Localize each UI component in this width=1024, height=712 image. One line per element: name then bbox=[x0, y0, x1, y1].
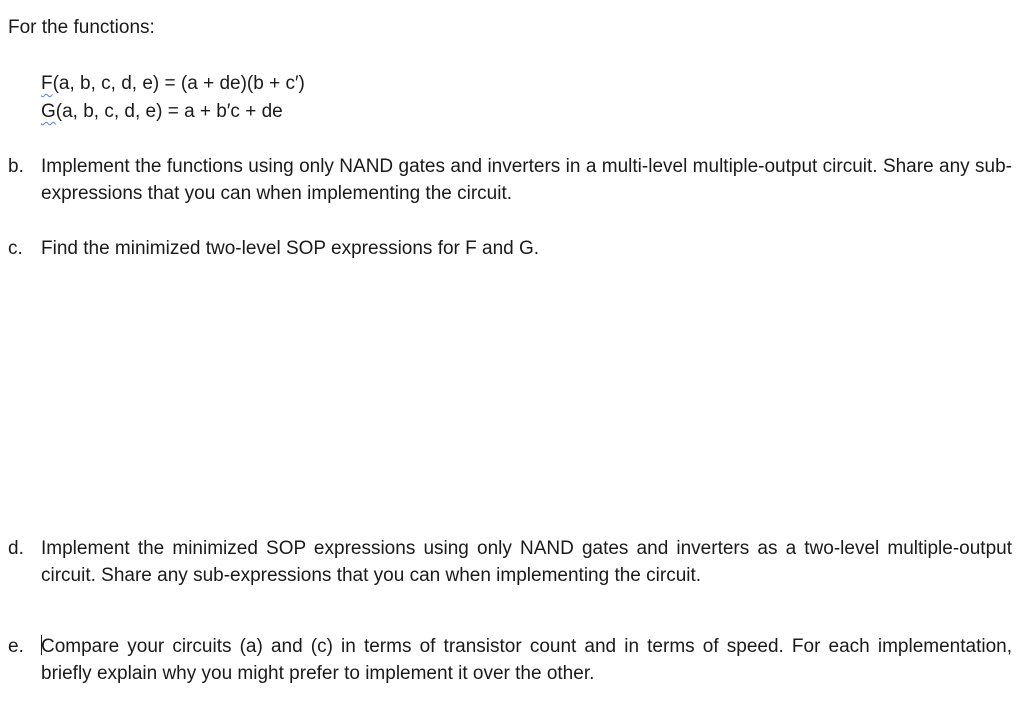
question-b-marker: b. bbox=[8, 156, 24, 177]
intro-text: For the functions: bbox=[8, 17, 155, 38]
question-e-text: Compare your circuits (a) and (c) in terms of transistor count and in terms of speed. For each implementation, briefly explain why you might prefer to implement it over the other. bbox=[41, 636, 1012, 684]
question-c-text: Find the minimized two-level SOP expressions for F and G. bbox=[41, 238, 540, 259]
question-c-marker: c. bbox=[8, 238, 23, 259]
question-b-text: Implement the functions using only NAND gates and inverters in a multi-level multiple-output circuit. Share any sub-expressions that you can when implementing the circuit. bbox=[41, 156, 1012, 204]
question-c bbox=[8, 235, 1012, 262]
function-g bbox=[41, 100, 283, 124]
question-e-body[interactable] bbox=[41, 633, 1012, 687]
question-d-text: Implement the minimized SOP expressions using only NAND gates and inverters as a two-level multiple-output circuit. Share any sub-expressions that you can when implementing the circuit. bbox=[41, 538, 1012, 586]
question-d bbox=[8, 535, 1012, 589]
function-f-expression: (a, b, c, d, e) = (a + de)(b + c′) bbox=[52, 73, 305, 94]
function-f-name: F bbox=[41, 73, 53, 94]
function-f bbox=[41, 72, 305, 96]
question-b bbox=[8, 153, 1012, 207]
question-d-marker: d. bbox=[8, 538, 24, 559]
question-e bbox=[8, 633, 1012, 687]
question-e-marker: e. bbox=[8, 636, 24, 657]
function-g-expression: (a, b, c, d, e) = a + b′c + de bbox=[55, 101, 283, 122]
function-g-name: G bbox=[41, 101, 56, 122]
